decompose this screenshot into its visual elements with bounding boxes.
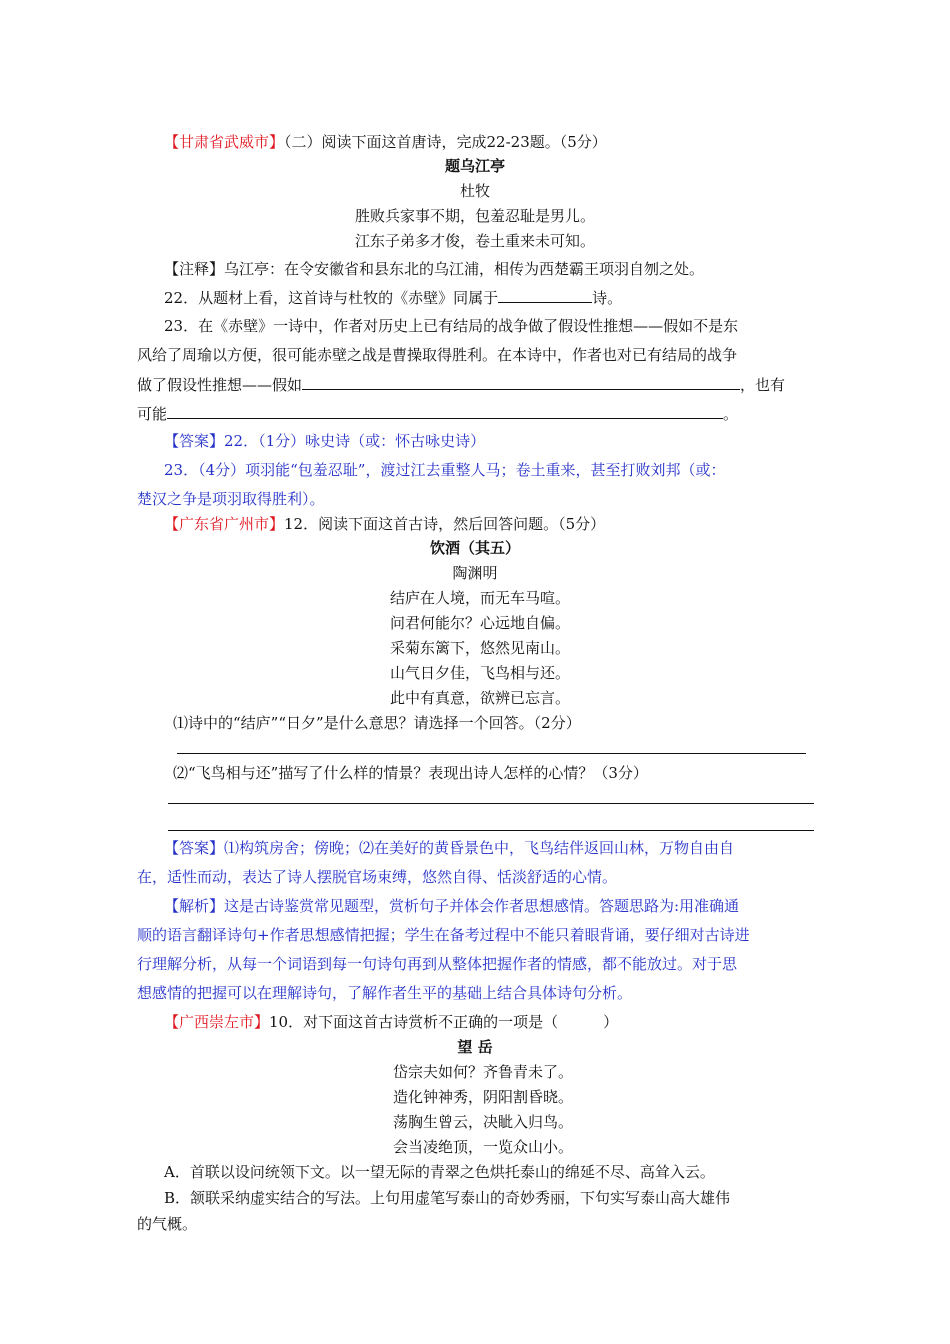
answer-23-line: 23．（4分）项羽能“包羞忍耻”，渡过江去重整人马；卷土重来，甚至打败刘邦（或：: [164, 461, 726, 479]
answer-blank[interactable]: [302, 374, 740, 390]
region-tag: 【广西崇左市】: [164, 1013, 270, 1031]
question-intro: （二）阅读下面这首唐诗，完成22-23题。（5分）: [284, 133, 607, 151]
poem-title: 题乌江亭: [444, 157, 505, 175]
answer-line[interactable]: [168, 830, 814, 831]
sub-question-1: ⑴诗中的“结庐”“日夕”是什么意思？请选择一个回答。（2分）: [173, 714, 581, 732]
region-tag: 【广东省广州市】: [164, 515, 285, 533]
question-intro: 10．对下面这首古诗赏析不正确的一项是（ ）: [269, 1013, 619, 1031]
poem-line: 荡胸生曾云，决眦入归鸟。: [393, 1113, 574, 1131]
question-text: ，也有: [740, 376, 786, 394]
poem-author: 杜牧: [459, 182, 490, 200]
explanation-line: 顺的语言翻译诗句+作者思想感情把握；学生在备考过程中不能只着眼背诵，要仔细对古诗进: [137, 926, 750, 944]
poem-line: 造化钟神秀，阴阳割昏晓。: [393, 1088, 574, 1106]
poem-line: 采菊东篱下，悠然见南山。: [390, 639, 571, 657]
poem-author: 陶渊明: [452, 564, 498, 582]
answer-22: 【答案】22．（1分）咏史诗（或：怀古咏史诗）: [164, 432, 486, 450]
question-header-guangzhou: [164, 514, 605, 534]
question-header-chongzuo: [164, 1012, 618, 1032]
question-23-line: 风给了周瑜以方便，很可能赤壁之战是曹操取得胜利。在本诗中，作者也对已有结局的战争: [137, 346, 738, 364]
answer-line: 【答案】⑴构筑房舍；傍晚；⑵在美好的黄昏景色中，飞鸟结伴返回山林，万物自由自: [164, 839, 735, 857]
answer-23-line: 楚汉之争是项羽取得胜利）。: [137, 490, 325, 508]
poem-title: 饮酒（其五）: [429, 539, 520, 557]
answer-blank[interactable]: [498, 287, 592, 303]
question-text: 。: [723, 405, 739, 423]
poem-line: 结庐在人境，而无车马喧。: [390, 589, 571, 607]
option-b-line: 的气概。: [137, 1215, 198, 1233]
poem-line: 岱宗夫如何？齐鲁青未了。: [393, 1063, 574, 1081]
poem-line: 此中有真意，欲辨已忘言。: [390, 689, 571, 707]
region-tag: 【甘肃省武威市】: [164, 133, 285, 151]
poem-line: 胜败兵家事不期，包羞忍耻是男儿。: [354, 207, 595, 225]
answer-line: 在，适性而动，表达了诗人摆脱官场束缚，悠然自得、恬淡舒适的心情。: [137, 868, 618, 886]
question-23-line: [137, 374, 785, 394]
question-23-line: 23．在《赤壁》一诗中，作者对历史上已有结局的战争做了假设性推想——假如不是东: [164, 317, 739, 335]
explanation-line: 想感情的把握可以在理解诗句，了解作者生平的基础上结合具体诗句分析。: [137, 984, 633, 1002]
poem-line: 问君何能尔？心远地自偏。: [390, 614, 571, 632]
poem-title: 望 岳: [457, 1038, 493, 1056]
explanation-line: 【解析】这是古诗鉴赏常见题型，赏析句子并体会作者思想感情。答题思路为:用准确通: [164, 897, 740, 915]
annotation-note: 【注释】乌江亭：在令安徽省和县东北的乌江浦，相传为西楚霸王项羽自刎之处。: [164, 260, 705, 278]
option-b-line: B．颔联采纳虚实结合的写法。上句用虚笔写泰山的奇妙秀丽，下句实写泰山高大雄伟: [164, 1189, 731, 1207]
sub-question-2: ⑵“飞鸟相与还”描写了什么样的情景？表现出诗人怎样的心情？（3分）: [173, 764, 648, 782]
explanation-line: 行理解分析，从每一个词语到每一句诗句再到从整体把握作者的情感，都不能放过。对于思: [137, 955, 738, 973]
question-text: 做了假设性推想——假如: [137, 376, 303, 394]
question-23-line: [137, 403, 738, 423]
poem-line: 山气日夕佳，飞鸟相与还。: [390, 664, 571, 682]
question-intro: 12．阅读下面这首古诗，然后回答问题。（5分）: [284, 515, 606, 533]
answer-blank[interactable]: [167, 403, 723, 419]
poem-line: 江东子弟多才俊，卷土重来未可知。: [354, 232, 595, 250]
question-text: 可能: [137, 405, 168, 423]
question-22: [164, 287, 622, 307]
question-header-wuwei: [164, 132, 607, 152]
poem-line: 会当凌绝顶，一览众山小。: [393, 1138, 574, 1156]
answer-line[interactable]: [177, 753, 806, 754]
answer-line[interactable]: [168, 803, 814, 804]
question-text: 22．从题材上看，这首诗与杜牧的《赤壁》同属于: [164, 289, 499, 307]
question-text: 诗。: [592, 289, 623, 307]
option-a: A．首联以设问统领下文。以一望无际的青翠之色烘托泰山的绵延不尽、高耸入云。: [164, 1163, 715, 1181]
